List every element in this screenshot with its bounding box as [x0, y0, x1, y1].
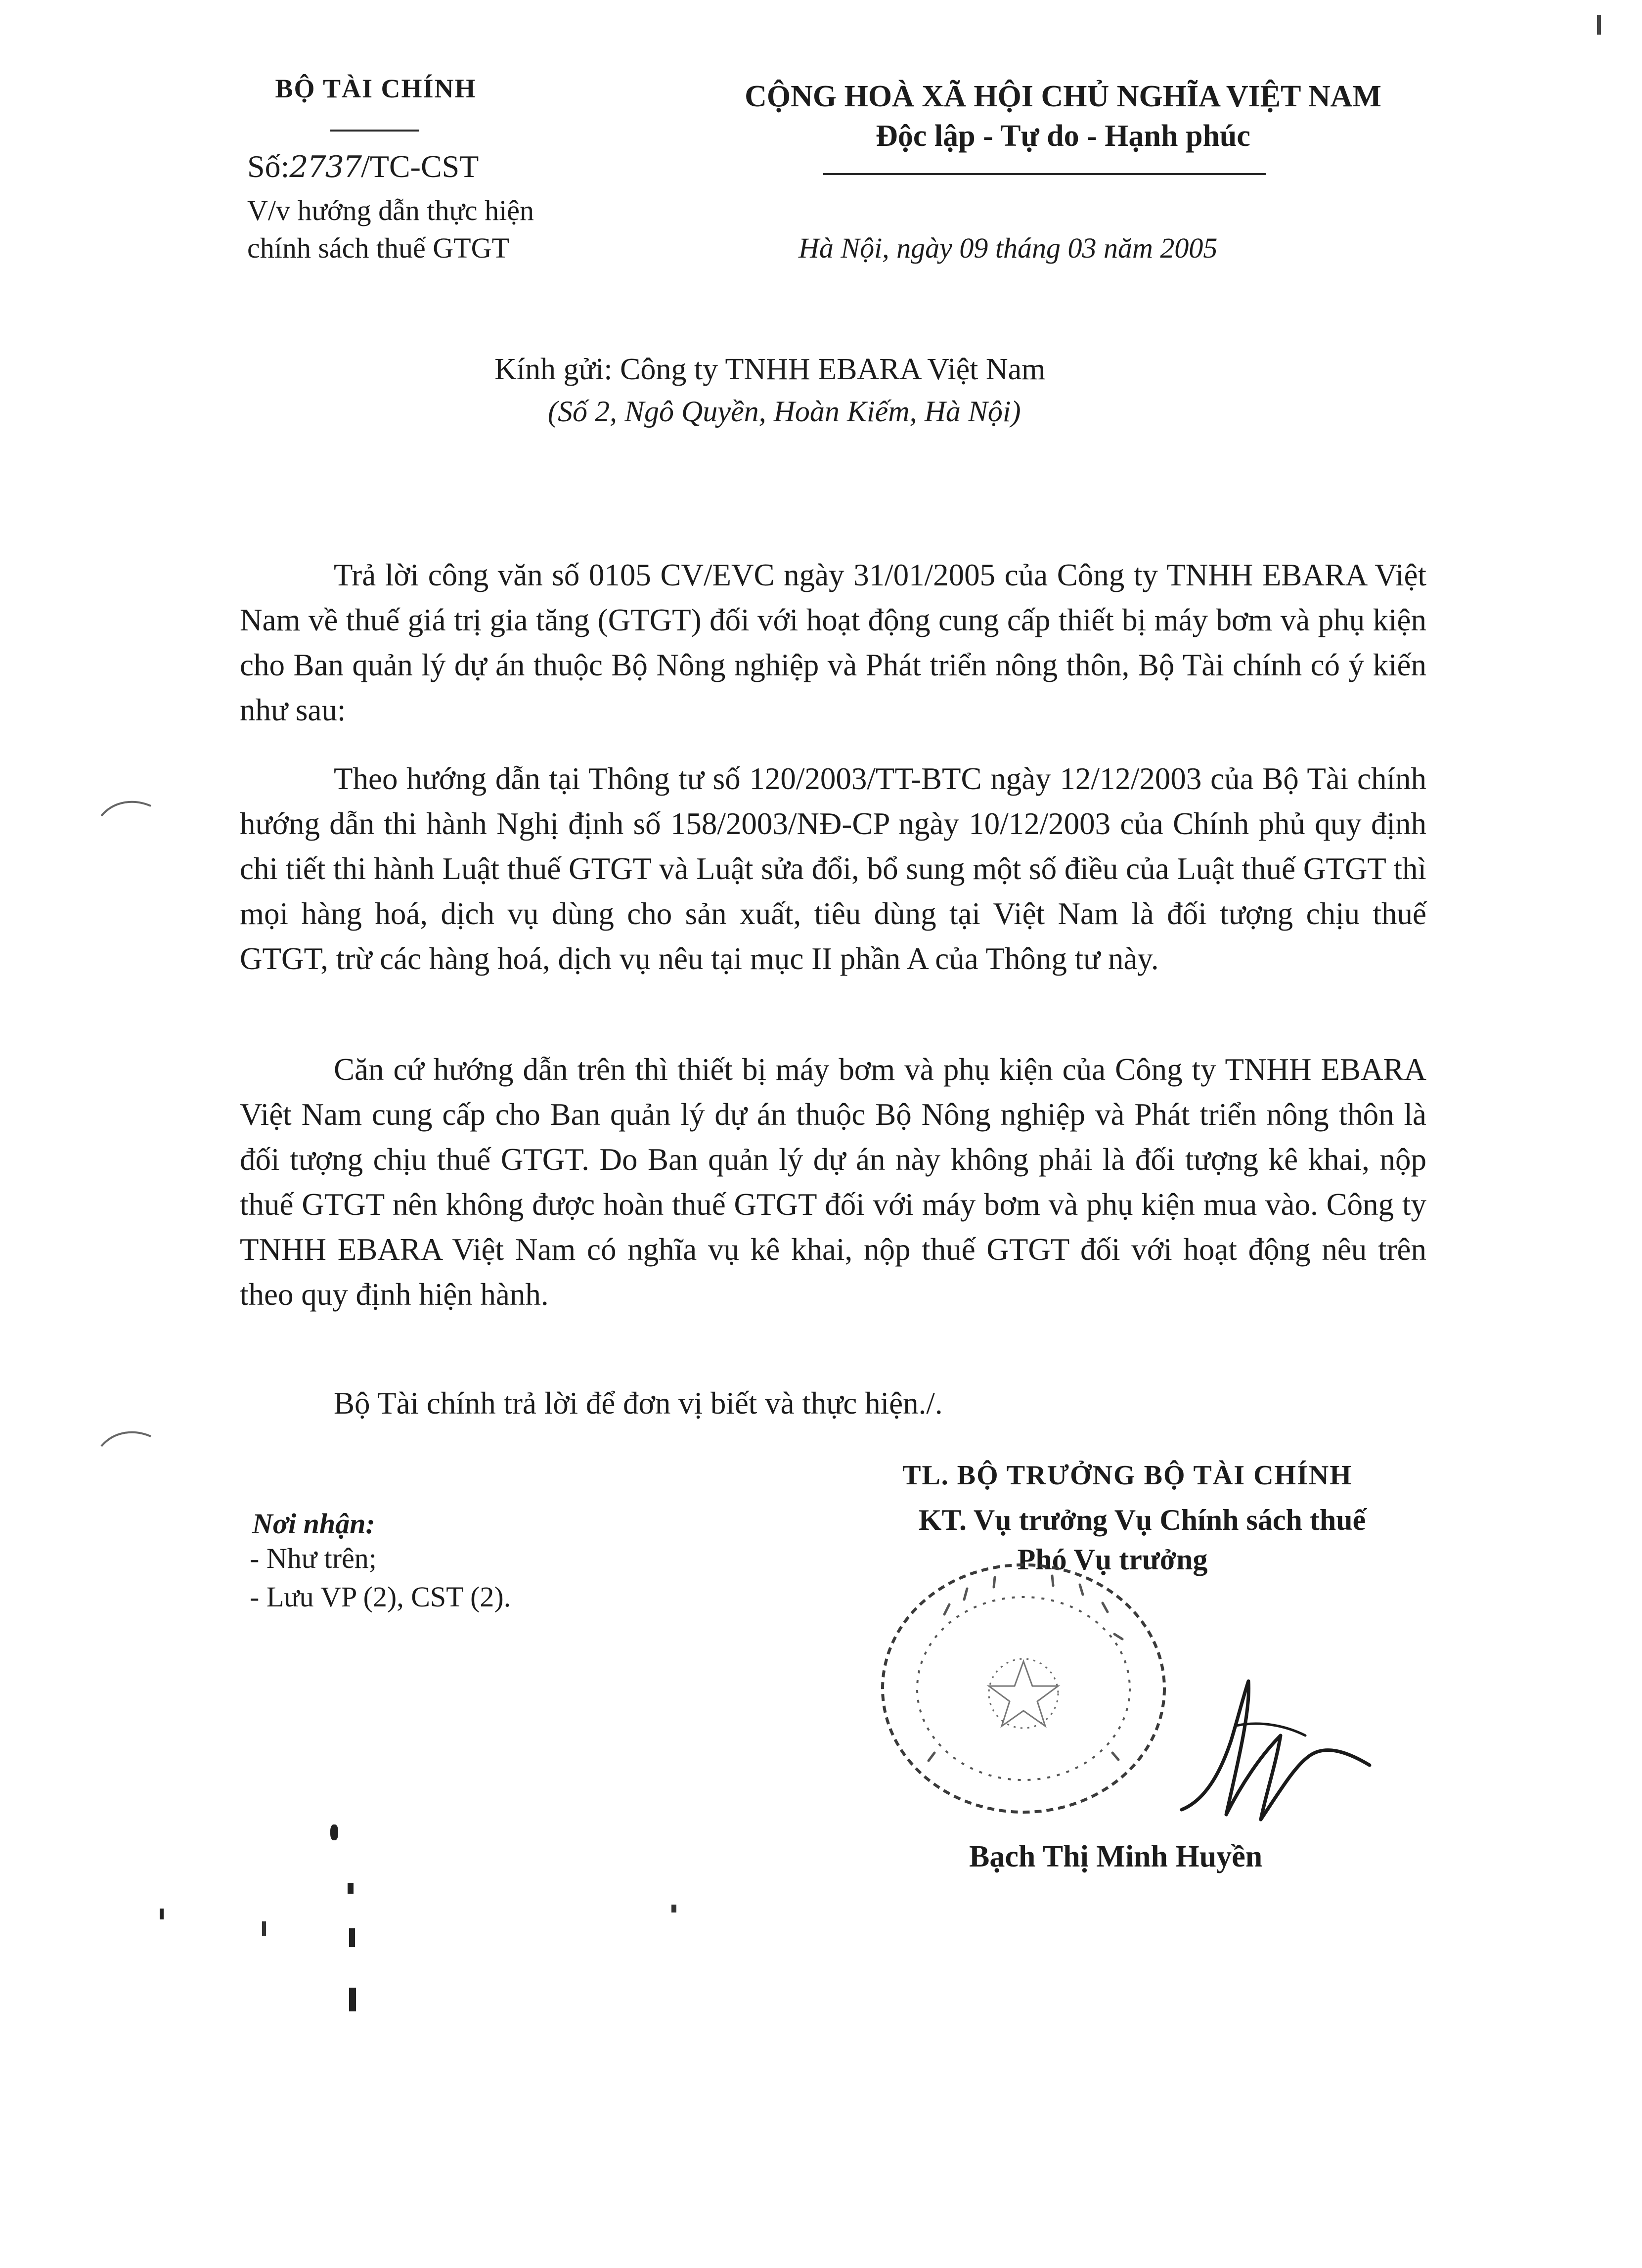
recipient-address: (Số 2, Ngô Quyền, Hoàn Kiếm, Hà Nội) — [548, 395, 1021, 428]
scan-mark-icon — [99, 1426, 153, 1451]
country-name: CỘNG HOÀ XÃ HỘI CHỦ NGHĨA VIỆT NAM — [745, 80, 1381, 113]
recipient-line: Kính gửi: Công ty TNHH EBARA Việt Nam — [494, 353, 1046, 386]
body-paragraph-3: Căn cứ hướng dẫn trên thì thiết bị máy bơm và phụ kiện của Công ty TNHH EBARA Việt Nam cung cấp cho Ban quản lý dự án thuộc Bộ Nông nghiệp và Phát triển nông thôn là đối tượng chịu thuế GTGT. Do Ban quản lý dự án này không phải là đối tượng kê khai, nộp thuế GTGT nên không được hoàn thuế GTGT đối với máy bơm và phụ kiện mua vào. Công ty TNHH EBARA Việt Nam có nghĩa vụ kê khai, nộp thuế GTGT đối với hoạt động nêu trên theo quy định hiện hành. — [240, 1052, 1426, 1312]
body-paragraph-2: Theo hướng dẫn tại Thông tư số 120/2003/TT-BTC ngày 12/12/2003 của Bộ Tài chính hướng dẫn thi hành Nghị định số 158/2003/NĐ-CP ngày 10/12/2003 của Chính phủ quy định chi tiết thi hành Luật thuế GTGT và Luật sửa đổi, bổ sung một số điều của Luật thuế GTGT thì mọi hàng hoá, dịch vụ dùng cho sản xuất, tiêu dùng tại Việt Nam là đối tượng chịu thuế GTGT, trừ các hàng hoá, dịch vụ nêu tại mục II phần A của Thông tư này. — [240, 761, 1426, 976]
motto-underline — [823, 173, 1266, 175]
scan-speck — [1597, 15, 1601, 35]
document-number-suffix: /TC-CST — [361, 149, 479, 184]
document-number-prefix: Số: — [247, 149, 290, 184]
date-line: Hà Nội, ngày 09 tháng 03 năm 2005 — [799, 232, 1218, 264]
recipients-list-item: - Như trên; — [250, 1542, 377, 1574]
scan-speck — [349, 1928, 355, 1947]
scan-speck — [671, 1905, 676, 1912]
scan-speck — [348, 1883, 354, 1894]
body-paragraph-4: Bộ Tài chính trả lời để đơn vị biết và thực hiện./. — [334, 1386, 943, 1421]
recipients-list-item: - Lưu VP (2), CST (2). — [250, 1581, 511, 1613]
national-motto: Độc lập - Tự do - Hạnh phúc — [876, 119, 1250, 153]
scan-speck — [262, 1921, 266, 1936]
signature-title-line: Phó Vụ trưởng — [1017, 1543, 1208, 1576]
scan-mark-icon — [99, 796, 153, 821]
subject-line-1: V/v hướng dẫn thực hiện — [247, 194, 534, 226]
organization-underline — [330, 130, 419, 132]
scan-speck — [160, 1909, 164, 1919]
signature-department-line: KT. Vụ trưởng Vụ Chính sách thuế — [918, 1504, 1366, 1536]
subject-line-2: chính sách thuế GTGT — [247, 232, 509, 264]
signature-authority-line: TL. BỘ TRƯỞNG BỘ TÀI CHÍNH — [902, 1460, 1352, 1491]
body-paragraph-1: Trả lời công văn số 0105 CV/EVC ngày 31/01/2005 của Công ty TNHH EBARA Việt Nam về thuế giá trị gia tăng (GTGT) đối với hoạt động cung cấp thiết bị máy bơm và phụ kiện cho Ban quản lý dự án thuộc Bộ Nông nghiệp và Phát triển nông thôn, Bộ Tài chính có ý kiến như sau: — [240, 558, 1426, 727]
scan-speck — [349, 1988, 356, 2011]
handwritten-signature-icon — [1162, 1651, 1389, 1849]
scan-speck — [330, 1824, 338, 1840]
document-number — [247, 148, 479, 185]
signer-name: Bạch Thị Minh Huyền — [969, 1840, 1263, 1873]
organization-name: BỘ TÀI CHÍNH — [275, 74, 477, 103]
official-stamp-icon — [875, 1545, 1192, 1822]
recipients-list-label: Nơi nhận: — [252, 1508, 375, 1540]
document-number-handwritten: 2737 — [289, 150, 361, 184]
